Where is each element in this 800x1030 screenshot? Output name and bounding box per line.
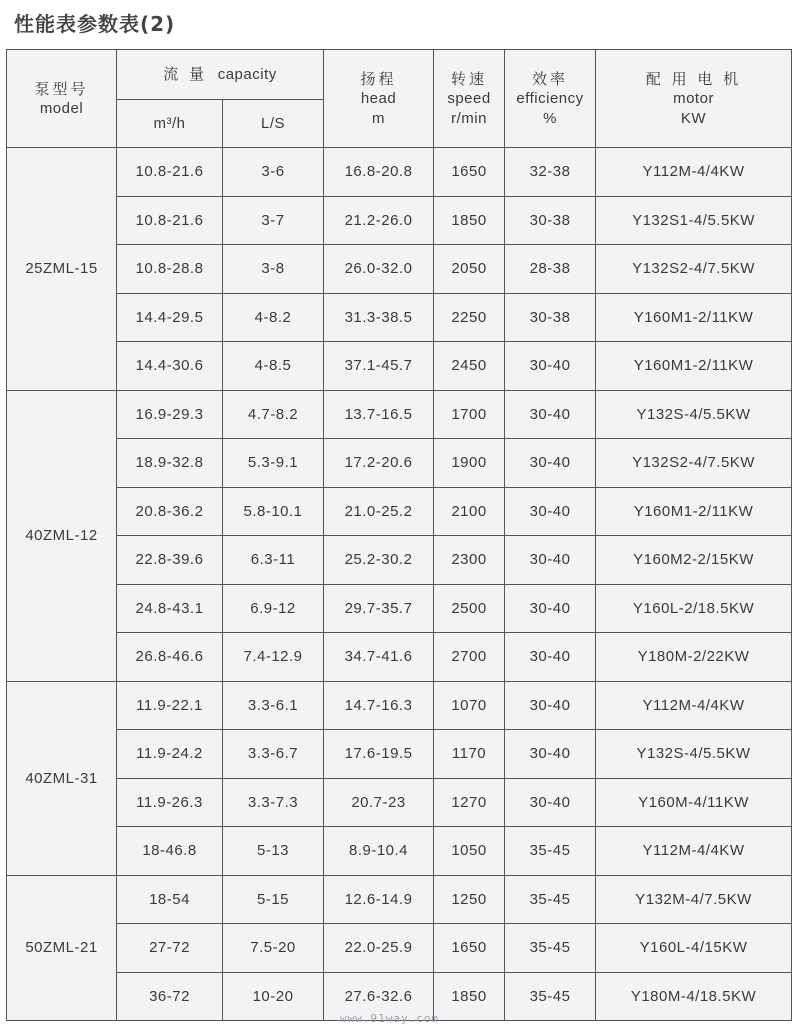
cell-efficiency: 28-38 [505, 245, 596, 294]
cell-head: 26.0-32.0 [324, 245, 434, 294]
cell-speed: 2450 [434, 342, 505, 391]
cell-model: 50ZML-21 [7, 875, 117, 1021]
cell-flow-ls: 5.8-10.1 [223, 487, 324, 536]
cell-efficiency: 30-38 [505, 196, 596, 245]
cell-speed: 1050 [434, 827, 505, 876]
watermark: www.91way.com [340, 1012, 440, 1025]
cell-flow-ls: 6.3-11 [223, 536, 324, 585]
cell-motor: Y160L-4/15KW [596, 924, 792, 973]
table-row [7, 487, 792, 536]
cell-speed: 1650 [434, 148, 505, 197]
cell-motor: Y160M2-2/15KW [596, 536, 792, 585]
cell-efficiency: 30-38 [505, 293, 596, 342]
cell-motor: Y160M-4/11KW [596, 778, 792, 827]
cell-flow-ls: 3.3-7.3 [223, 778, 324, 827]
cell-efficiency: 35-45 [505, 924, 596, 973]
cell-motor: Y160M1-2/11KW [596, 293, 792, 342]
cell-flow-ls: 4.7-8.2 [223, 390, 324, 439]
cell-flow-m3h: 16.9-29.3 [117, 390, 223, 439]
header-head-zh: 扬程 [360, 69, 397, 88]
cell-head: 16.8-20.8 [324, 148, 434, 197]
cell-motor: Y132S1-4/5.5KW [596, 196, 792, 245]
cell-speed: 1270 [434, 778, 505, 827]
cell-motor: Y160L-2/18.5KW [596, 584, 792, 633]
cell-flow-ls: 10-20 [223, 972, 324, 1021]
cell-flow-m3h: 18-46.8 [117, 827, 223, 876]
table-row [7, 633, 792, 682]
cell-efficiency: 32-38 [505, 148, 596, 197]
cell-motor: Y132S-4/5.5KW [596, 390, 792, 439]
cell-head: 17.2-20.6 [324, 439, 434, 488]
cell-head: 14.7-16.3 [324, 681, 434, 730]
cell-efficiency: 30-40 [505, 487, 596, 536]
cell-flow-m3h: 22.8-39.6 [117, 536, 223, 585]
cell-speed: 1650 [434, 924, 505, 973]
table-row [7, 439, 792, 488]
table-row [7, 245, 792, 294]
cell-speed: 1250 [434, 875, 505, 924]
cell-head: 27.6-32.6 [324, 972, 434, 1021]
cell-speed: 2050 [434, 245, 505, 294]
cell-flow-m3h: 10.8-21.6 [117, 148, 223, 197]
cell-speed: 1700 [434, 390, 505, 439]
cell-model: 25ZML-15 [7, 148, 117, 391]
table-row [7, 778, 792, 827]
cell-efficiency: 30-40 [505, 584, 596, 633]
header-speed-zh: 转速 [451, 69, 488, 88]
performance-table [6, 49, 792, 1021]
cell-speed: 2100 [434, 487, 505, 536]
cell-efficiency: 30-40 [505, 633, 596, 682]
cell-motor: Y180M-2/22KW [596, 633, 792, 682]
cell-efficiency: 30-40 [505, 536, 596, 585]
cell-flow-ls: 3.3-6.1 [223, 681, 324, 730]
header-efficiency-unit: % [543, 109, 557, 127]
header-motor-unit: KW [680, 109, 707, 127]
cell-model: 40ZML-31 [7, 681, 117, 875]
cell-speed: 2700 [434, 633, 505, 682]
table-row [7, 390, 792, 439]
header-speed-unit: r/min [451, 109, 487, 127]
cell-flow-ls: 5.3-9.1 [223, 439, 324, 488]
cell-flow-ls: 5-15 [223, 875, 324, 924]
cell-flow-ls: 3-7 [223, 196, 324, 245]
cell-head: 25.2-30.2 [324, 536, 434, 585]
header-capacity [117, 50, 324, 100]
cell-flow-m3h: 11.9-26.3 [117, 778, 223, 827]
cell-flow-m3h: 10.8-21.6 [117, 196, 223, 245]
table-row [7, 730, 792, 779]
header-head [324, 50, 434, 148]
cell-motor: Y160M1-2/11KW [596, 487, 792, 536]
header-head-unit: m [372, 109, 386, 127]
cell-head: 31.3-38.5 [324, 293, 434, 342]
cell-speed: 2250 [434, 293, 505, 342]
table-row [7, 536, 792, 585]
cell-motor: Y112M-4/4KW [596, 148, 792, 197]
cell-flow-m3h: 14.4-29.5 [117, 293, 223, 342]
cell-flow-ls: 7.4-12.9 [223, 633, 324, 682]
cell-flow-m3h: 11.9-22.1 [117, 681, 223, 730]
cell-flow-m3h: 14.4-30.6 [117, 342, 223, 391]
header-head-en: head [360, 89, 397, 107]
cell-motor: Y112M-4/4KW [596, 827, 792, 876]
cell-motor: Y160M1-2/11KW [596, 342, 792, 391]
cell-head: 34.7-41.6 [324, 633, 434, 682]
cell-motor: Y180M-4/18.5KW [596, 972, 792, 1021]
cell-head: 17.6-19.5 [324, 730, 434, 779]
header-capacity-en: capacity [217, 66, 277, 83]
header-speed-en: speed [447, 89, 491, 107]
cell-efficiency: 30-40 [505, 681, 596, 730]
header-motor [596, 50, 792, 148]
cell-flow-m3h: 18-54 [117, 875, 223, 924]
cell-efficiency: 35-45 [505, 875, 596, 924]
cell-flow-ls: 7.5-20 [223, 924, 324, 973]
cell-head: 21.2-26.0 [324, 196, 434, 245]
table-row [7, 342, 792, 391]
table-row [7, 584, 792, 633]
table-row [7, 924, 792, 973]
cell-head: 21.0-25.2 [324, 487, 434, 536]
cell-efficiency: 30-40 [505, 730, 596, 779]
header-efficiency-en: efficiency [516, 89, 584, 107]
cell-flow-ls: 3-6 [223, 148, 324, 197]
header-motor-zh: 配 用 电 机 [645, 69, 742, 88]
cell-flow-m3h: 27-72 [117, 924, 223, 973]
cell-flow-m3h: 10.8-28.8 [117, 245, 223, 294]
cell-head: 13.7-16.5 [324, 390, 434, 439]
cell-efficiency: 30-40 [505, 439, 596, 488]
cell-efficiency: 35-45 [505, 972, 596, 1021]
header-efficiency-zh: 效率 [532, 69, 569, 88]
header-ls: L/S [223, 100, 324, 148]
cell-flow-m3h: 26.8-46.6 [117, 633, 223, 682]
cell-flow-m3h: 20.8-36.2 [117, 487, 223, 536]
cell-flow-ls: 3.3-6.7 [223, 730, 324, 779]
cell-efficiency: 35-45 [505, 827, 596, 876]
table-row [7, 827, 792, 876]
cell-motor: Y132M-4/7.5KW [596, 875, 792, 924]
cell-speed: 2300 [434, 536, 505, 585]
cell-efficiency: 30-40 [505, 342, 596, 391]
table-body [7, 148, 792, 1021]
table-row [7, 196, 792, 245]
cell-motor: Y132S2-4/7.5KW [596, 245, 792, 294]
header-m3h: m³/h [117, 100, 223, 148]
cell-motor: Y112M-4/4KW [596, 681, 792, 730]
cell-flow-ls: 5-13 [223, 827, 324, 876]
cell-motor: Y132S2-4/7.5KW [596, 439, 792, 488]
header-capacity-zh: 流 量 [163, 65, 208, 83]
cell-speed: 2500 [434, 584, 505, 633]
cell-speed: 1850 [434, 972, 505, 1021]
cell-speed: 1850 [434, 196, 505, 245]
cell-flow-m3h: 18.9-32.8 [117, 439, 223, 488]
table-row [7, 681, 792, 730]
table-row [7, 148, 792, 197]
cell-flow-ls: 4-8.2 [223, 293, 324, 342]
cell-flow-m3h: 24.8-43.1 [117, 584, 223, 633]
cell-motor: Y132S-4/5.5KW [596, 730, 792, 779]
page-title: 性能表参数表(2) [14, 12, 176, 36]
cell-model: 40ZML-12 [7, 390, 117, 681]
cell-head: 22.0-25.9 [324, 924, 434, 973]
cell-flow-ls: 3-8 [223, 245, 324, 294]
cell-speed: 1170 [434, 730, 505, 779]
cell-flow-ls: 4-8.5 [223, 342, 324, 391]
header-efficiency [505, 50, 596, 148]
cell-efficiency: 30-40 [505, 390, 596, 439]
cell-head: 37.1-45.7 [324, 342, 434, 391]
header-motor-en: motor [673, 89, 714, 107]
cell-head: 20.7-23 [324, 778, 434, 827]
cell-speed: 1070 [434, 681, 505, 730]
cell-flow-m3h: 11.9-24.2 [117, 730, 223, 779]
cell-speed: 1900 [434, 439, 505, 488]
header-model-zh: 泵型号 [34, 79, 89, 98]
cell-efficiency: 30-40 [505, 778, 596, 827]
cell-flow-m3h: 36-72 [117, 972, 223, 1021]
cell-head: 12.6-14.9 [324, 875, 434, 924]
cell-flow-ls: 6.9-12 [223, 584, 324, 633]
header-speed [434, 50, 505, 148]
header-model [7, 50, 117, 148]
cell-head: 29.7-35.7 [324, 584, 434, 633]
table-row [7, 293, 792, 342]
header-model-en: model [39, 99, 84, 117]
table-row [7, 875, 792, 924]
cell-head: 8.9-10.4 [324, 827, 434, 876]
